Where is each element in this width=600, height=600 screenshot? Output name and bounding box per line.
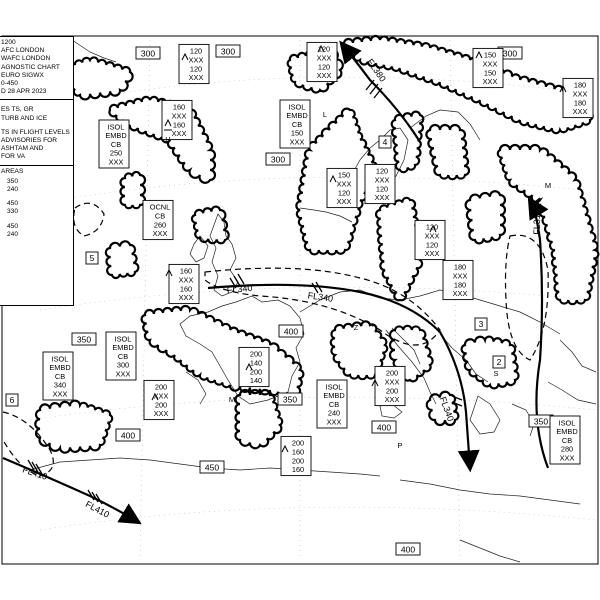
cloud-box-line: 120	[425, 240, 439, 250]
header-line: WAFC LONDON	[1, 55, 51, 63]
area-level-base: 240	[7, 186, 19, 194]
cloud-info-box	[143, 200, 173, 239]
cloud-info-box	[375, 366, 405, 405]
cloud-box-line: XXX	[482, 59, 498, 69]
cloud-box-line: 180	[453, 262, 467, 272]
header-line: EURO SIGWX	[1, 71, 44, 79]
region-number-text: 5	[89, 253, 95, 264]
flight-level-text: 400	[283, 326, 299, 337]
jet-stream-label: FL340	[437, 395, 456, 423]
jet-stream-label: FL310	[532, 209, 542, 235]
header-line: AFC LONDON	[1, 47, 45, 55]
region-number	[379, 136, 391, 148]
header-line: D 28 APR 2023	[1, 88, 47, 96]
cloud-box-line: XXX	[326, 417, 342, 427]
cloud-box-line: 200	[291, 438, 305, 448]
cloud-box-line: XXX	[171, 111, 187, 121]
cloud-box-line: CB	[291, 119, 303, 129]
cloud-box-line: XXX	[188, 73, 204, 83]
flight-level-text: 300	[220, 46, 236, 57]
flight-level-text: 400	[376, 422, 392, 433]
flight-level-text: 350	[533, 416, 549, 427]
cloud-info-box	[317, 380, 347, 428]
flight-level-label	[266, 153, 290, 165]
flight-level-text: 350	[76, 334, 92, 345]
cloud-box-line: 180	[453, 280, 467, 290]
cloud-info-box	[43, 352, 73, 400]
cloud-box-line: 150	[483, 68, 497, 78]
cloud-box-line: XXX	[559, 453, 575, 463]
cloud-box-line: 280	[560, 444, 574, 454]
cloud-box-line: 200	[385, 368, 399, 378]
cloud-box-line: 160	[291, 447, 305, 457]
cloud-box-line: 250	[109, 148, 123, 158]
cloud-box-line: 120	[375, 184, 389, 194]
cloud-box-line: 260	[153, 220, 167, 230]
cloud-box-line: 180	[573, 98, 587, 108]
cloud-box-line: ISOL	[325, 382, 343, 392]
flight-level-label	[200, 461, 224, 473]
header-line: AGNOSTIC CHART	[1, 63, 60, 71]
flight-level-label	[216, 45, 240, 57]
cloud-box-line: EMBD	[323, 391, 345, 401]
region-number-text: 2	[496, 357, 502, 368]
cloud-box-line: CB	[328, 399, 340, 409]
cloud-box-line: ISOL	[107, 122, 125, 132]
cloud-box-line: CB	[110, 139, 122, 149]
area-level-top: 350	[7, 177, 19, 185]
cloud-box-line: 200	[385, 386, 399, 396]
jet-stream-label: FL340	[307, 290, 334, 304]
info-line: TS IN FLIGHT LEVELS	[1, 128, 70, 136]
symbols-note-block	[0, 100, 73, 165]
cloud-box-line: EMBD	[105, 131, 127, 141]
cloud-box-line: 140	[249, 376, 263, 386]
cloud-info-box	[281, 436, 311, 475]
cloud-info-box	[144, 380, 174, 419]
jet-stream-label: FL410	[83, 498, 112, 520]
symbols-note-line: ES TS, GR	[1, 106, 34, 114]
flight-level-label	[72, 333, 96, 345]
flight-level-text: 400	[120, 430, 136, 441]
cloud-info-box	[563, 78, 593, 117]
cloud-box-line: CB	[154, 211, 166, 221]
cloud-box-line: 200	[154, 400, 168, 410]
cloud-box-line: 200	[249, 349, 263, 359]
cloud-box-line: XXX	[171, 129, 187, 139]
cloud-box-line: 200	[154, 382, 168, 392]
cb-cloud-outline	[106, 241, 138, 278]
cloud-box-line: 240	[327, 408, 341, 418]
cloud-info-box	[179, 44, 209, 83]
pressure-letter: M	[544, 181, 552, 190]
cb-cloud-outline	[121, 172, 146, 208]
jet-stream-label: FL410	[21, 464, 49, 482]
cb-cloud-outline	[192, 207, 229, 244]
cloud-box-line: XXX	[424, 231, 440, 241]
cloud-box-line: 120	[317, 62, 331, 72]
cloud-box-line: XXX	[452, 289, 468, 299]
flight-level-text: 300	[502, 48, 518, 59]
area-level-top: 450	[7, 222, 19, 230]
cloud-box-line: XXX	[452, 271, 468, 281]
flight-level-text: 350	[282, 394, 298, 405]
region-number	[475, 318, 487, 330]
cloud-box-line: XXX	[374, 193, 390, 203]
cloud-box-line: 120	[189, 46, 203, 56]
flight-level-label	[116, 429, 140, 441]
cloud-box-line: XXX	[572, 89, 588, 99]
cloud-box-line: XXX	[572, 107, 588, 117]
cloud-info-box	[443, 260, 473, 299]
turbulence-symbols	[149, 46, 566, 452]
cloud-box-line: EMBD	[112, 343, 134, 353]
chart-legend	[0, 36, 74, 306]
cloud-info-box	[162, 100, 192, 139]
cloud-box-line: 340	[53, 380, 67, 390]
pressure-letter: H	[165, 135, 171, 144]
cloud-box-line: CB	[117, 351, 129, 361]
jet-stream-label: FL380	[365, 56, 388, 84]
cloud-box-line: XXX	[152, 229, 168, 239]
cloud-box-line: XXX	[52, 389, 68, 399]
pressure-letter: M	[228, 395, 236, 404]
cloud-box-line: XXX	[336, 197, 352, 207]
pressure-letter: Z	[353, 323, 359, 332]
area-level-top: 450	[7, 200, 19, 208]
flight-level-text: 300	[140, 48, 156, 59]
pressure-letter: L	[322, 110, 328, 119]
flight-level-label	[136, 47, 160, 59]
cloud-box-line: 120	[425, 222, 439, 232]
cloud-box-line: XXX	[178, 275, 194, 285]
cloud-box-line: XXX	[108, 157, 124, 167]
cloud-box-line: 150	[483, 50, 497, 60]
cloud-box-line: EMBD	[556, 427, 578, 437]
cloud-box-line: ISOL	[288, 102, 306, 112]
cloud-box-line: 140	[249, 358, 263, 368]
cloud-box-line: 160	[291, 465, 305, 475]
cloud-info-box	[415, 220, 445, 259]
region-number	[6, 394, 18, 406]
cloud-box-line: 160	[172, 102, 186, 112]
cloud-box-line: 160	[179, 266, 193, 276]
cloud-box-line: 150	[337, 170, 351, 180]
flight-level-label	[396, 543, 420, 555]
header-block	[0, 37, 73, 100]
cb-cloud-outline	[426, 125, 469, 179]
cloud-info-box	[99, 120, 129, 168]
cloud-box-line: CB	[561, 435, 573, 445]
cb-cloud-outline	[343, 36, 592, 133]
pressure-letter: S	[493, 369, 499, 378]
cloud-box-line: 120	[189, 64, 203, 74]
cloud-box-line: XXX	[374, 175, 390, 185]
cloud-info-box	[280, 100, 310, 148]
cloud-box-line: ISOL	[51, 354, 69, 364]
cb-cloud-outline	[466, 191, 505, 243]
cloud-box-line: XXX	[289, 137, 305, 147]
flight-level-label	[278, 393, 302, 405]
cloud-box-line: EMBD	[49, 363, 71, 373]
cloud-info-box	[327, 168, 357, 207]
flight-level-label	[372, 421, 396, 433]
area-level-base: 240	[7, 230, 19, 238]
info-line: ADVISORIES FOR	[1, 137, 58, 145]
cloud-box-line: 120	[375, 166, 389, 176]
cloud-box-line: 160	[172, 120, 186, 130]
cb-cloud-outline	[498, 145, 599, 304]
region-number-text: 4	[382, 137, 388, 148]
cloud-box-line: XXX	[188, 55, 204, 65]
flight-level-text: 300	[270, 154, 286, 165]
cloud-box-line: 200	[291, 456, 305, 466]
region-number-text: 6	[9, 395, 15, 406]
region-number-text: 3	[478, 319, 484, 330]
cloud-box-line: 200	[249, 367, 263, 377]
region-number	[493, 356, 505, 368]
header-line: 0-450	[1, 80, 18, 88]
cloud-box-line: ISOL	[558, 418, 576, 428]
cloud-box-line: XXX	[153, 391, 169, 401]
cloud-box-line: ISOL	[114, 334, 132, 344]
cloud-box-line: 160	[179, 284, 193, 294]
cloud-info-box	[239, 347, 269, 386]
pressure-letters	[165, 110, 551, 450]
cloud-info-boxes	[43, 42, 593, 475]
cloud-info-box	[550, 416, 580, 464]
cloud-box-line: XXX	[316, 71, 332, 81]
cb-cloud-outline	[35, 401, 112, 453]
cloud-box-line: XXX	[384, 395, 400, 405]
cloud-box-line: XXX	[115, 369, 131, 379]
cloud-box-line: XXX	[336, 179, 352, 189]
info-line: ASHTAM AND	[1, 145, 44, 153]
cloud-box-line: 180	[573, 80, 587, 90]
flight-level-text: 400	[400, 544, 416, 555]
jet-stream-north	[342, 44, 420, 142]
symbols-note-line: TURB AND ICE	[1, 114, 48, 122]
cloud-box-line: XXX	[316, 53, 332, 63]
cloud-info-box	[169, 264, 199, 303]
cloud-box-line: XXX	[482, 77, 498, 87]
area-level-base: 330	[7, 208, 19, 216]
jet-stream-label: FL340	[226, 282, 253, 296]
flight-level-label	[529, 415, 553, 427]
cloud-box-line: XXX	[384, 377, 400, 387]
cloud-box-line: XXX	[424, 249, 440, 259]
areas-title: AREAS	[1, 167, 24, 175]
info-line: FOR VA	[1, 153, 26, 161]
pressure-letter: P	[397, 441, 403, 450]
cloud-box-line: 300	[116, 360, 130, 370]
cloud-box-line: XXX	[178, 293, 194, 303]
valid-time: 1200	[1, 39, 16, 46]
cloud-box-line: OCNL	[149, 202, 171, 212]
cloud-box-line: XXX	[153, 409, 169, 419]
areas-block	[0, 166, 73, 239]
cloud-info-box	[365, 164, 395, 203]
flight-level-label	[279, 325, 303, 337]
cloud-info-box	[106, 332, 136, 380]
cb-cloud-outline	[462, 337, 519, 389]
flight-level-text: 450	[204, 462, 220, 473]
cloud-box-line: EMBD	[286, 111, 308, 121]
cloud-box-line: 150	[290, 128, 304, 138]
cloud-box-line: 120	[337, 188, 351, 198]
region-number	[86, 252, 98, 264]
cloud-box-line: 120	[317, 44, 331, 54]
cloud-box-line: CB	[54, 371, 66, 381]
